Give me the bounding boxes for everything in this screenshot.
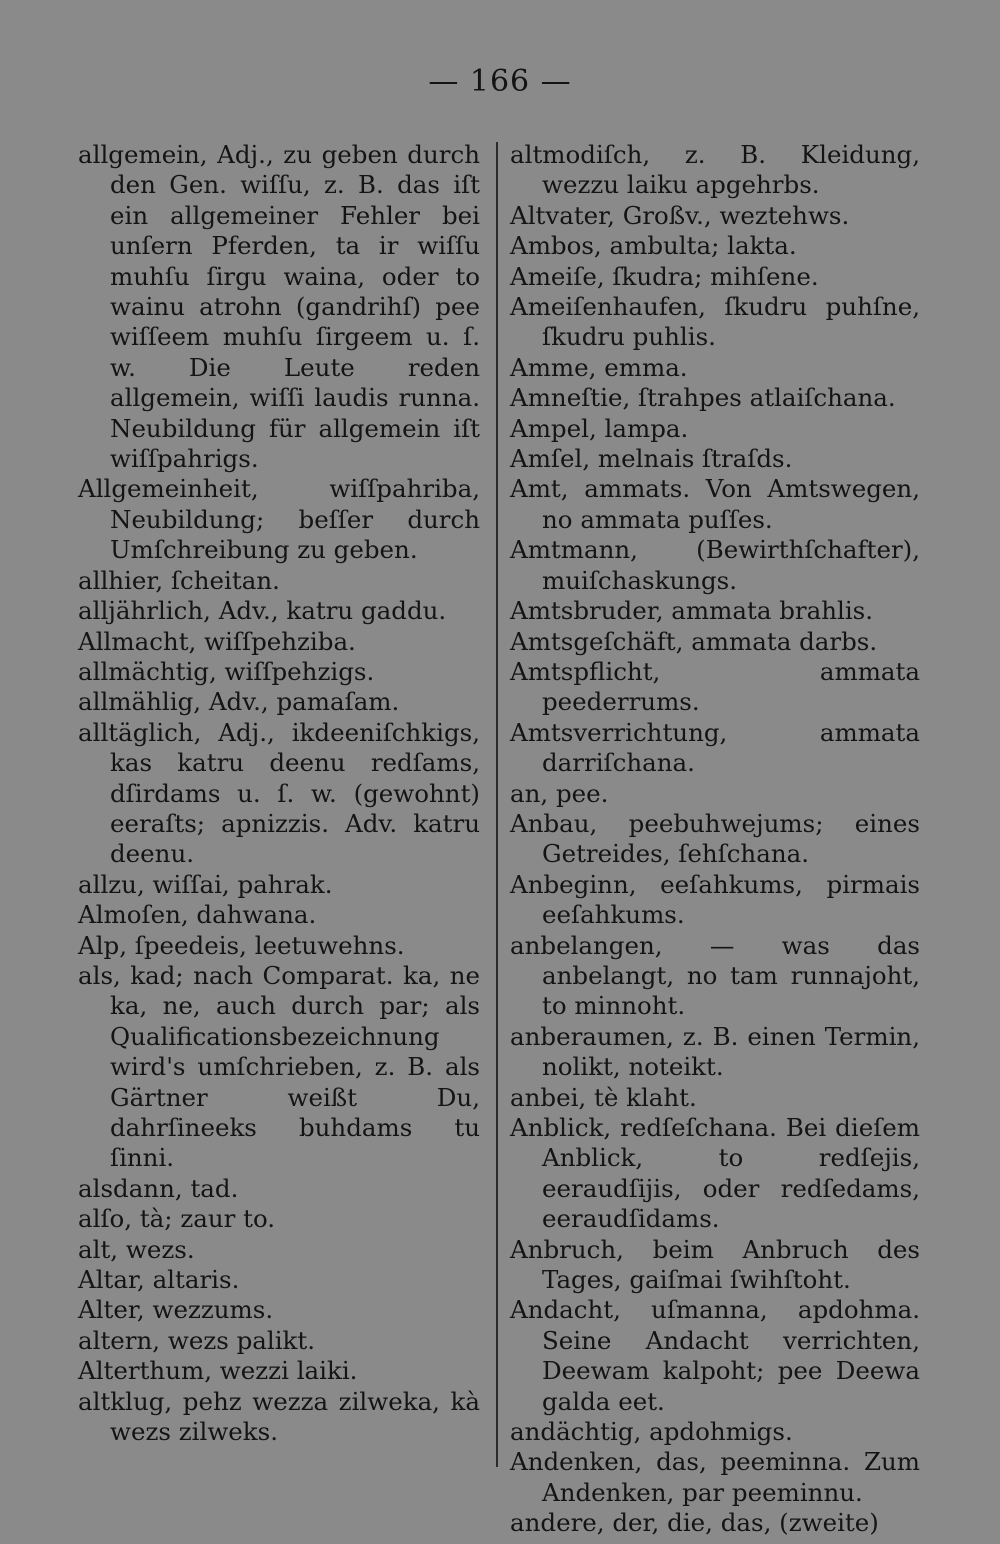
dictionary-entry: allzu, wiſſai, pahrak. bbox=[78, 869, 333, 899]
dictionary-entry: altmodiſch, z. B. Kleidung, wezzu laiku apgehrbs. bbox=[510, 140, 920, 200]
dictionary-entry: andächtig, apdohmigs. bbox=[510, 1417, 793, 1447]
dictionary-entry: anberaumen, z. B. einen Termin, nolikt, noteikt. bbox=[510, 1021, 920, 1082]
dictionary-entry: alljährlich, Adv., katru gaddu. bbox=[78, 596, 447, 626]
dictionary-entry: Anbruch, beim Anbruch des Tages, gaiſmai ſwihſtoht. bbox=[510, 1234, 920, 1295]
dictionary-entry: Amtsverrichtung, ammata darriſchana. bbox=[510, 717, 920, 778]
dictionary-entry: anbei, tè klaht. bbox=[510, 1082, 697, 1112]
dictionary-entry: Amtsbruder, ammata brahlis. bbox=[510, 596, 874, 626]
dictionary-entry: alltäglich, Adj., ikdeeniſchkigs, kas katru deenu redſams, dſirdams u. ſ. w. (gewohnt) eeraſts; apnizzis. Adv. katru deenu. bbox=[78, 717, 480, 869]
dictionary-entry: Alp, ſpeedeis, leetuwehns. bbox=[78, 930, 405, 960]
dictionary-entry: Almoſen, dahwana. bbox=[78, 900, 317, 930]
dictionary-entry: Anbau, peebuhwejums; eines Getreides, ſehſchana. bbox=[510, 808, 920, 869]
dictionary-entry: altern, wezs palikt. bbox=[78, 1325, 316, 1355]
dictionary-entry: Altar, altaris. bbox=[78, 1265, 240, 1295]
dictionary-entry: Ampel, lampa. bbox=[510, 413, 689, 443]
dictionary-entry: Amneſtie, ſtrahpes atlaiſchana. bbox=[510, 383, 896, 413]
column-divider bbox=[496, 142, 498, 1467]
dictionary-entry: alſo, tà; zaur to. bbox=[78, 1204, 276, 1234]
dictionary-entry: Andacht, uſmanna, apdohma. Seine Andacht verrichten, Deewam kalpoht; pee Deewa galda eet. bbox=[510, 1295, 920, 1416]
dictionary-entry: Alter, wezzums. bbox=[78, 1295, 274, 1325]
dictionary-entry: allmächtig, wiſſpehzigs. bbox=[78, 656, 375, 686]
dictionary-entry: allmählig, Adv., pamaſam. bbox=[78, 687, 400, 717]
dictionary-entry: Amt, ammats. Von Amtswegen, no ammata puſſes. bbox=[510, 474, 920, 534]
dictionary-entry: anbelangen, — was das anbelangt, no tam runnajoht, to minnoht. bbox=[510, 930, 920, 1021]
dictionary-entry: Allgemeinheit, wiſſpahriba, Neubildung; beſſer durch Umſchreibung zu geben. bbox=[78, 474, 480, 565]
dictionary-entry: Andenken, das, peeminna. Zum Andenken, par peeminnu. bbox=[510, 1447, 920, 1507]
dictionary-entry: alsdann, tad. bbox=[78, 1173, 239, 1203]
dictionary-entry: Amtspflicht, ammata peederrums. bbox=[510, 656, 920, 717]
dictionary-entry: Altvater, Großv., weztehws. bbox=[510, 200, 850, 230]
right-column bbox=[510, 140, 920, 1539]
left-column bbox=[78, 140, 480, 1447]
dictionary-entry: allgemein, Adj., zu geben durch den Gen. wiſſu, z. B. das iſt ein allgemeiner Fehler bei unſern Pferden, ta ir wiſſu muhſu ſirgu waina, oder to wainu atrohn (gandrihſ) pee wiſſeem muhſu ſirgeem u. ſ. w. Die Leute reden allgemein, wiſſi laudis runna. Neubildung für allgemein iſt wiſſpahrigs. bbox=[78, 140, 480, 474]
dictionary-entry: allhier, ſcheitan. bbox=[78, 565, 280, 595]
dictionary-entry: Alterthum, wezzi laiki. bbox=[78, 1356, 358, 1386]
dictionary-entry: Amme, emma. bbox=[510, 352, 688, 382]
dictionary-entry: an, pee. bbox=[510, 778, 609, 808]
page-number: — 166 — bbox=[428, 64, 572, 99]
dictionary-entry: Amtmann, (Bewirthſchafter), muiſchaskungs. bbox=[510, 535, 920, 595]
dictionary-entry: Anbeginn, eeſahkums, pirmais eeſahkums. bbox=[510, 869, 920, 930]
dictionary-entry: Allmacht, wiſſpehziba. bbox=[78, 626, 356, 656]
dictionary-entry: Ambos, ambulta; lakta. bbox=[510, 231, 797, 261]
dictionary-entry: andere, der, die, das, (zweite) bbox=[510, 1508, 879, 1538]
dictionary-entry: altklug, pehz wezza zilweka, kà wezs zilweks. bbox=[78, 1386, 480, 1447]
dictionary-entry: Amtsgeſchäft, ammata darbs. bbox=[510, 626, 878, 656]
dictionary-entry: Ameiſe, ſkudra; mihſene. bbox=[510, 261, 819, 291]
dictionary-entry: alt, wezs. bbox=[78, 1234, 195, 1264]
dictionary-entry: Ameiſenhaufen, ſkudru puhſne, ſkudru puhlis. bbox=[510, 292, 920, 352]
dictionary-entry: Anblick, redſeſchana. Bei dieſem Anblick, to redſejis, eeraudſijis, oder redſedams, eeraudſidams. bbox=[510, 1113, 920, 1234]
dictionary-entry: Amſel, melnais ſtraſds. bbox=[510, 444, 793, 474]
dictionary-entry: als, kad; nach Comparat. ka, ne ka, ne, auch durch par; als Qualificationsbezeichnung wird's umſchrieben, z. B. als Gärtner weißt Du, dahrſineeks buhdams tu ſinni. bbox=[78, 960, 480, 1173]
